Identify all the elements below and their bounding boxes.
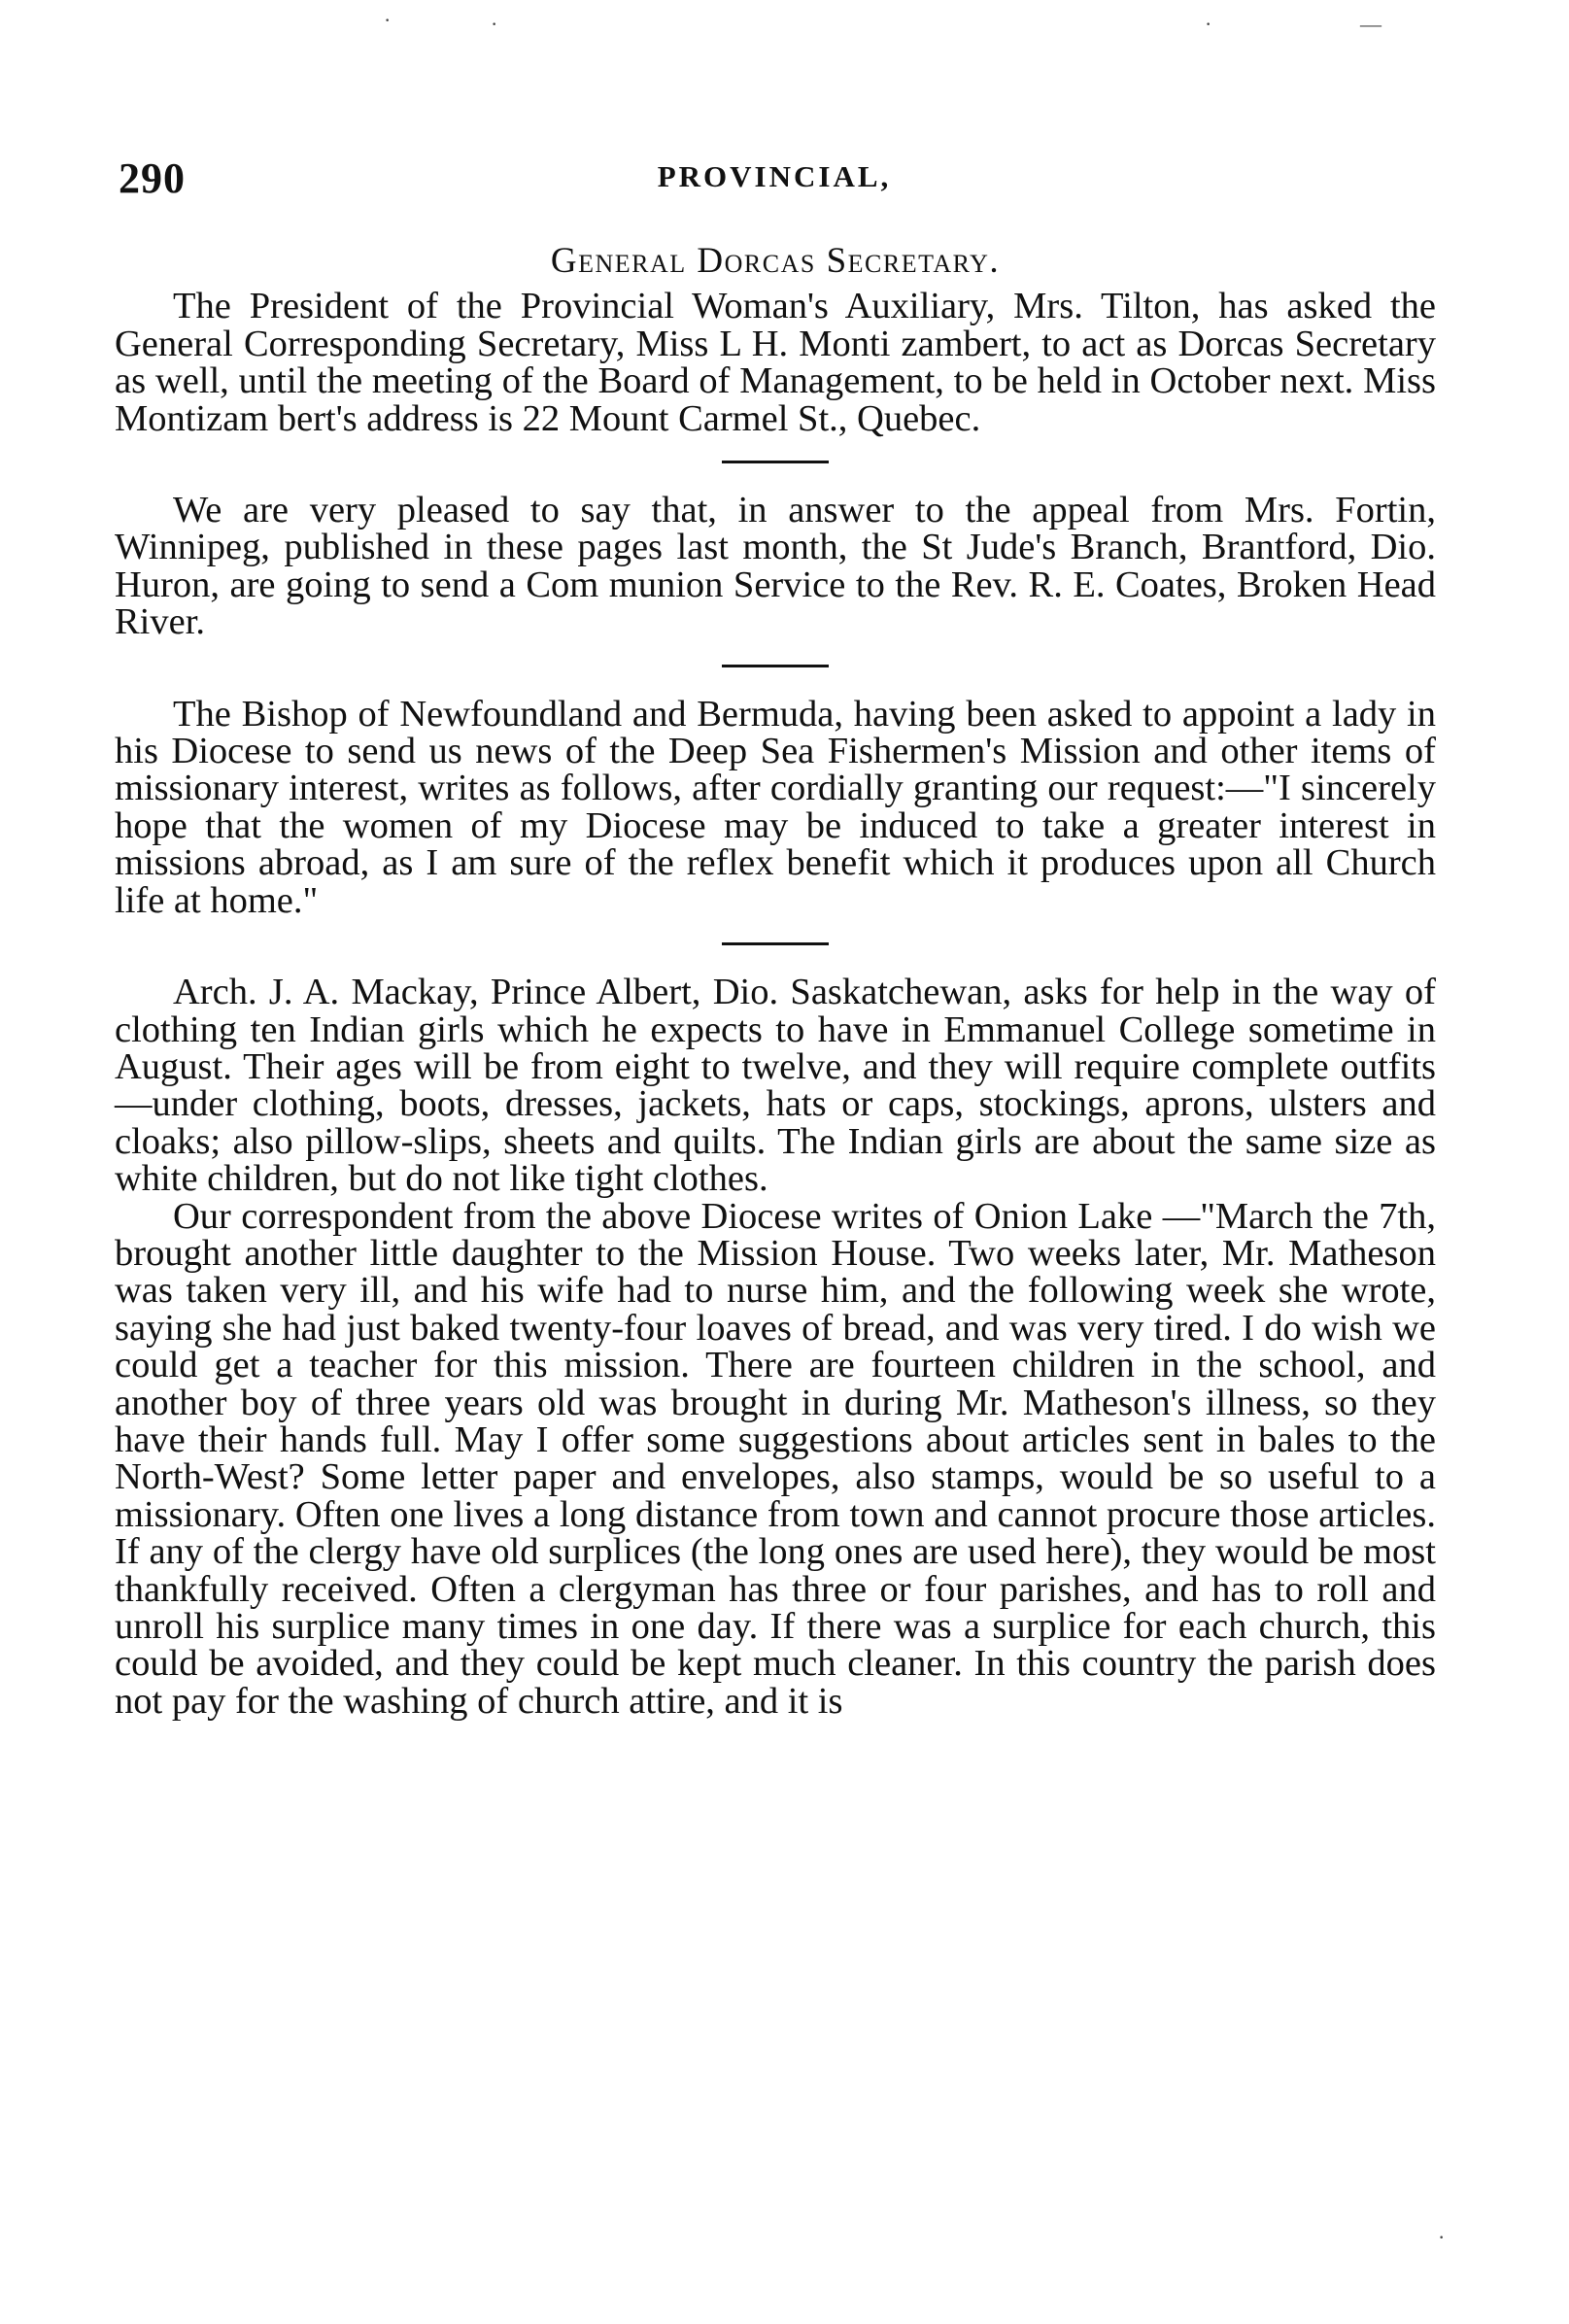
paragraph-bishop-newfoundland: The Bishop of Newfoundland and Bermuda, having been asked to appoint a lady in his Diocese to send us news of the Deep Sea Fishermen's Mission and other items of missionary interest, writes as follows, after cordially granting our request:—"I sincerely hope that the women of my Diocese may be induced to take a greater interest in missions abroad, as I am sure of the reflex benefit which it produces upon all Church life at home.": [115, 693, 1436, 921]
scan-speck: ·: [491, 12, 498, 36]
section-divider: [722, 461, 829, 463]
paragraph-arch-mackay: Arch. J. A. Mackay, Prince Albert, Dio. Saskatchewan, asks for help in the way of clothing ten Indian girls which he expects to have in Emmanuel College sometime in August. Their ages will be from eight to twelve, and they will require complete outfits—under clothing, boots, dresses, jackets, hats or caps, stockings, aprons, ulsters and cloaks; also pillow-slips, sheets and quilts. The Indian girls are about the same size as white children, but do not like tight clothes.: [115, 972, 1436, 1200]
scan-speck: ·: [384, 8, 392, 32]
section-title: General Dorcas Secretary.: [550, 241, 1001, 281]
scan-speck: —: [1360, 12, 1381, 36]
paragraph-onion-lake: Our correspondent from the above Diocese writes of Onion Lake —"March the 7th, brought another little daughter to the Mission House. Two weeks later, Mr. Matheson was taken very ill, and his wife had to nurse him, and the following week she wrote, saying she had just baked twenty-four loaves of bread, and was very tired. I do wish we could get a teacher for this mission. There are fourteen children in the school, and another boy of three years old was brought in during Mr. Matheson's illness, so they have their hands full. May I offer some suggestions about articles sent in bales to the North-West? Some letter paper and envelopes, also stamps, would be so useful to a missionary. Often one lives a long distance from town and cannot procure those articles. If any of the clergy have old surplices (the long ones are used here), they would be most thankfully received. Often a clergyman has three or four parishes, and has to roll and unroll his surplice many times in one day. If there was a surplice for each church, this could be avoided, and they could be kept much cleaner. In this country the parish does not pay for the washing of church attire, and it is: [115, 1195, 1436, 1722]
scan-speck: ·: [1438, 2225, 1446, 2249]
article-body: [115, 243, 1436, 1720]
section-divider: [722, 665, 829, 667]
running-head: PROVINCIAL,: [657, 159, 892, 193]
section-divider: [722, 942, 829, 945]
scan-speck: ·: [1205, 12, 1212, 36]
paragraph-communion-service: We are very pleased to say that, in answer to the appeal from Mrs. Fortin, Winnipeg, published in these pages last month, the St Jude's Branch, Brantford, Dio. Huron, are going to send a Com munion Service to the Rev. R. E. Coates, Broken Head River.: [115, 490, 1436, 643]
paragraph-dorcas-secretary: The President of the Provincial Woman's Auxiliary, Mrs. Tilton, has asked the General Corresponding Secretary, Miss L H. Monti zambert, to act as Dorcas Secretary as well, until the meeting of the Board of Management, to be held in October next. Miss Montizam bert's address is 22 Mount Carmel St., Quebec.: [115, 286, 1436, 439]
page-number: 290: [119, 154, 186, 202]
page-header: [119, 154, 1430, 202]
